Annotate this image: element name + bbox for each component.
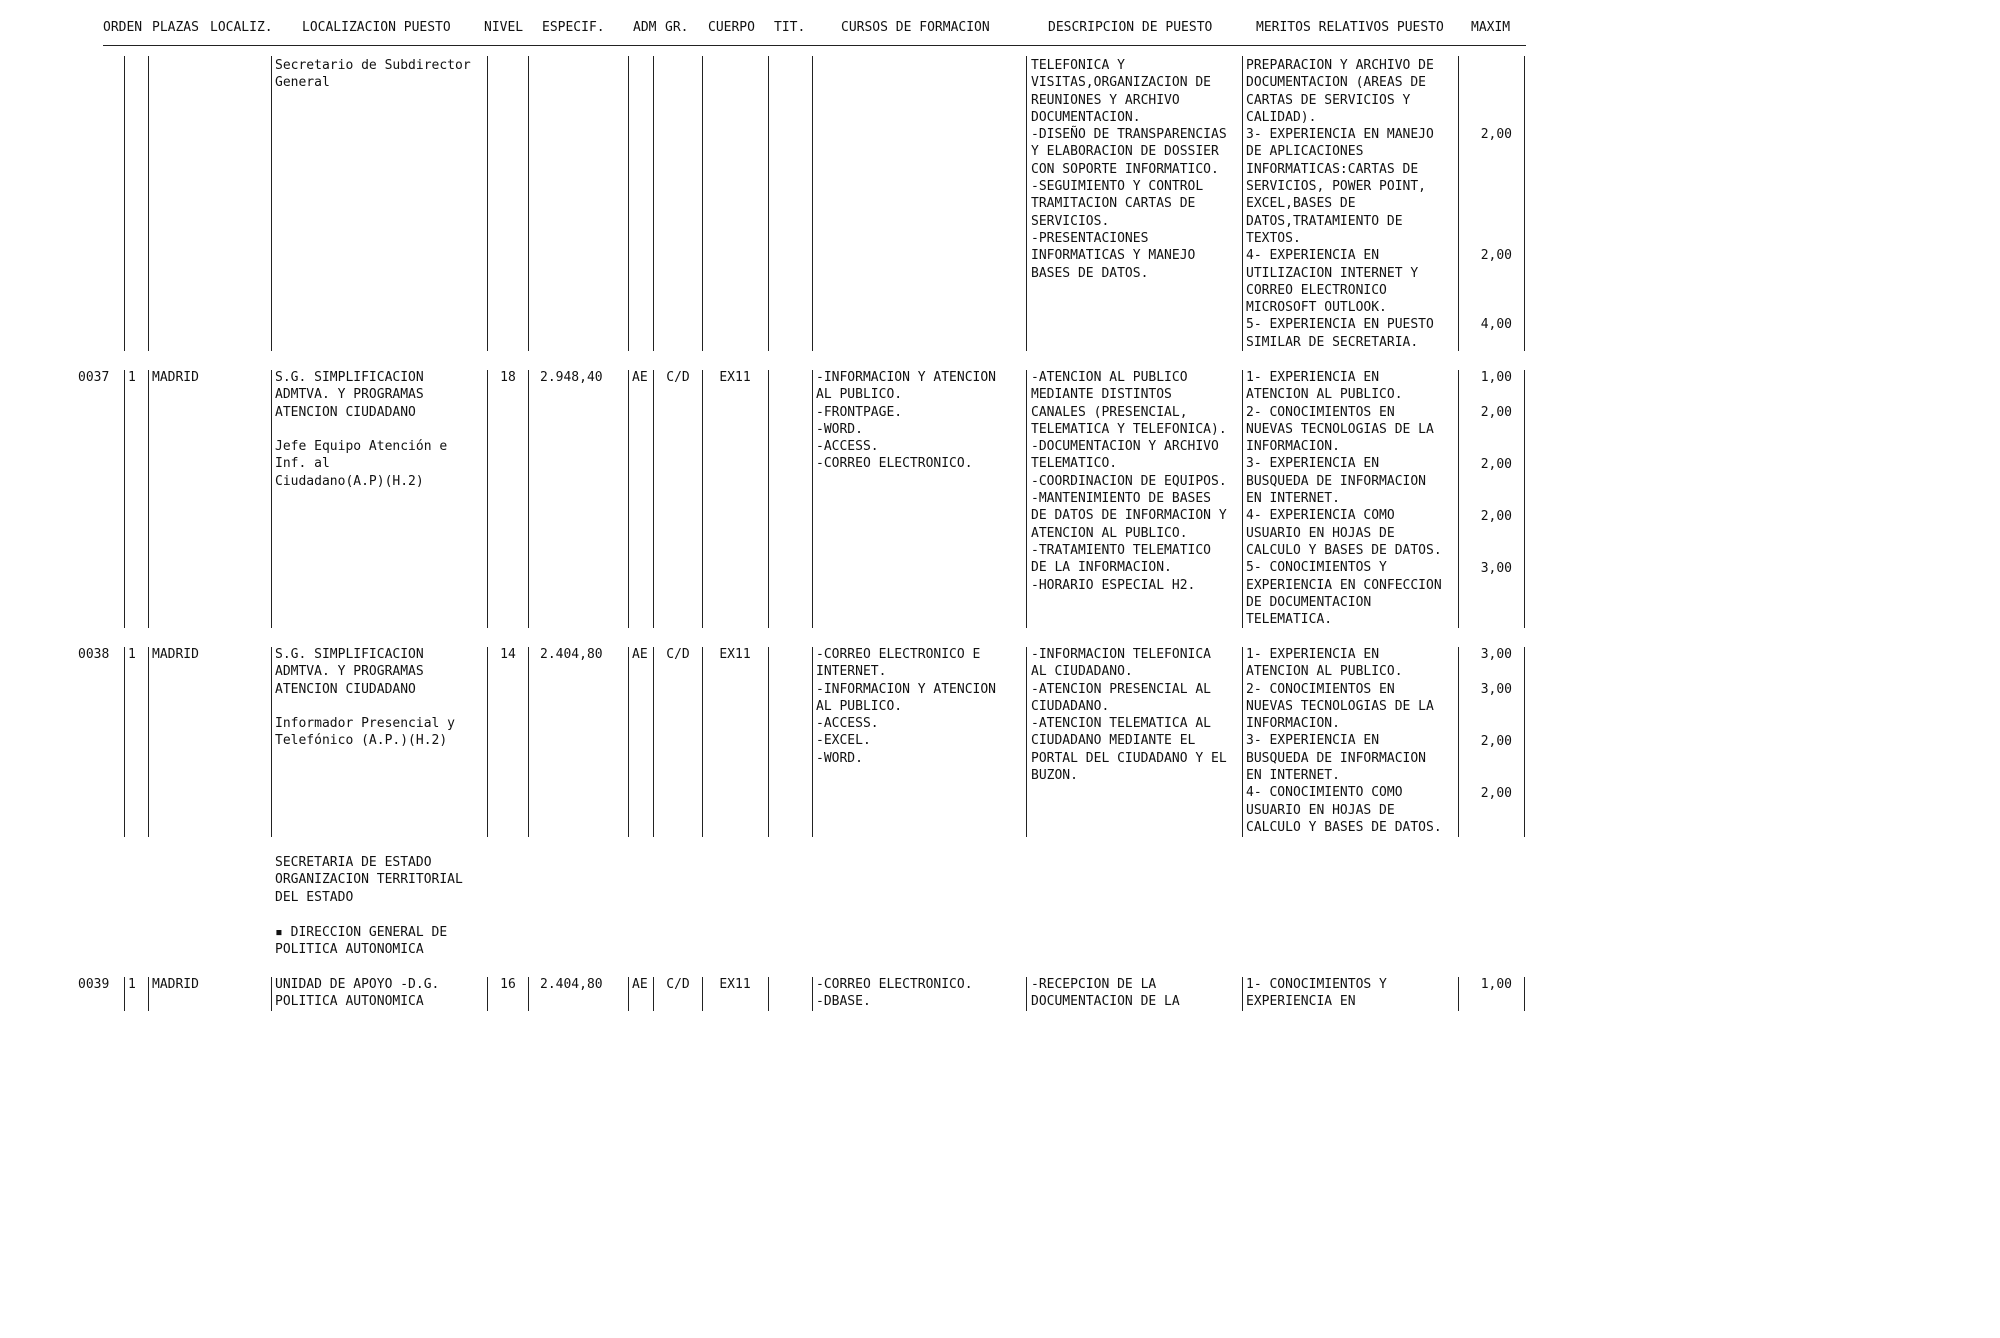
cell-puesto: S.G. SIMPLIFICACION ADMTVA. Y PROGRAMAS ATENCION CIUDADANO Jefe Equipo Atención e Inf. al Ciudadano(A.P)(H.2): [275, 370, 448, 489]
header-localiz: LOCALIZ.: [210, 20, 273, 35]
col-rule: [1242, 370, 1243, 628]
col-rule: [271, 56, 272, 351]
section-direccion: ▪ DIRECCION GENERAL DE POLITICA AUTONOMICA: [275, 925, 448, 958]
col-rule: [1242, 56, 1243, 351]
col-rule: [812, 56, 813, 351]
cell-adm: AE: [632, 370, 648, 385]
header-rule: [103, 45, 1526, 46]
col-rule: [628, 647, 629, 837]
cell-gr: C/D: [666, 977, 690, 992]
col-rule: [487, 56, 488, 351]
header-meritos: MERITOS RELATIVOS PUESTO: [1256, 20, 1444, 35]
cell-gr: C/D: [666, 370, 690, 385]
header-localizacion-puesto: LOCALIZACION PUESTO: [302, 20, 451, 35]
col-rule: [1458, 977, 1459, 1011]
col-rule: [702, 370, 703, 628]
col-rule: [124, 647, 125, 837]
col-rule: [124, 56, 125, 351]
col-rule: [148, 647, 149, 837]
header-cursos: CURSOS DE FORMACION: [841, 20, 990, 35]
col-rule: [768, 56, 769, 351]
col-rule: [653, 56, 654, 351]
col-rule: [124, 977, 125, 1011]
cell-cursos: -CORREO ELECTRONICO. -DBASE.: [816, 977, 973, 1010]
col-rule: [487, 977, 488, 1011]
cell-maxim: 1,00: [1480, 370, 1512, 385]
col-rule: [653, 370, 654, 628]
col-rule: [1026, 370, 1027, 628]
col-rule: [812, 370, 813, 628]
cell-descripcion: TELEFONICA Y VISITAS,ORGANIZACION DE REUNIONES Y ARCHIVO DOCUMENTACION. -DISEÑO DE TRANSPARENCIAS Y ELABORACION DE DOSSIER CON SOPORTE INFORMATICO. -SEGUIMIENTO Y CONTROL TRAMITACION CARTAS DE SERVICIOS. -PRESENTACIONES INFORMATICAS Y MANEJO BASES DE DATOS.: [1031, 58, 1227, 281]
cell-cuerpo: EX11: [719, 977, 751, 992]
cell-maxim: 2,00: [1480, 405, 1512, 420]
col-rule: [768, 647, 769, 837]
col-rule: [271, 647, 272, 837]
col-rule: [124, 370, 125, 628]
cell-puesto: S.G. SIMPLIFICACION ADMTVA. Y PROGRAMAS ATENCION CIUDADANO Informador Presencial y Telefónico (A.P.)(H.2): [275, 647, 456, 749]
col-rule: [812, 647, 813, 837]
header-adm: ADM: [633, 20, 657, 35]
col-rule: [271, 977, 272, 1011]
col-rule: [768, 370, 769, 628]
cell-especif: 2.948,40: [540, 370, 603, 385]
col-rule: [1026, 647, 1027, 837]
col-rule: [271, 370, 272, 628]
header-orden: ORDEN: [103, 20, 143, 35]
cell-orden: 0037: [78, 370, 110, 385]
cell-cursos: -CORREO ELECTRONICO E INTERNET. -INFORMACION Y ATENCION AL PUBLICO. -ACCESS. -EXCEL. -WORD.: [816, 647, 997, 766]
section-secretaria: SECRETARIA DE ESTADO ORGANIZACION TERRITORIAL DEL ESTADO: [275, 855, 463, 905]
col-rule: [1458, 647, 1459, 837]
cell-maxim: 1,00: [1480, 977, 1512, 992]
cell-plazas: 1: [128, 370, 136, 385]
col-rule: [148, 977, 149, 1011]
col-rule: [1458, 370, 1459, 628]
col-rule: [528, 56, 529, 351]
cell-adm: AE: [632, 977, 648, 992]
cell-localiz: MADRID: [152, 647, 199, 662]
header-tit: TIT.: [774, 20, 806, 35]
cell-puesto: Secretario de Subdirector General: [275, 58, 471, 91]
col-rule: [1242, 647, 1243, 837]
cell-especif: 2.404,80: [540, 647, 603, 662]
col-rule: [1026, 977, 1027, 1011]
cell-nivel: 18: [500, 370, 516, 385]
header-maxim: MAXIM: [1471, 20, 1511, 35]
col-rule: [1026, 56, 1027, 351]
col-rule: [628, 56, 629, 351]
col-rule: [1458, 56, 1459, 351]
col-rule: [148, 56, 149, 351]
cell-meritos: 1- EXPERIENCIA EN ATENCION AL PUBLICO. 2- CONOCIMIENTOS EN NUEVAS TECNOLOGIAS DE LA INFORMACION. 3- EXPERIENCIA EN BUSQUEDA DE INFORMACION EN INTERNET. 4- CONOCIMIENTO COMO USUARIO EN HOJAS DE CALCULO Y BASES DE DATOS.: [1246, 647, 1442, 835]
cell-localiz: MADRID: [152, 977, 199, 992]
cell-maxim: 2,00: [1480, 509, 1512, 524]
header-nivel: NIVEL: [484, 20, 524, 35]
cell-especif: 2.404,80: [540, 977, 603, 992]
cell-cuerpo: EX11: [719, 370, 751, 385]
cell-maxim: 2,00: [1480, 248, 1512, 263]
cell-nivel: 16: [500, 977, 516, 992]
col-rule: [628, 370, 629, 628]
col-rule: [528, 370, 529, 628]
header-especif: ESPECIF.: [542, 20, 605, 35]
col-rule: [702, 56, 703, 351]
col-rule: [1524, 977, 1525, 1011]
col-rule: [1524, 56, 1525, 351]
col-rule: [1524, 370, 1525, 628]
cell-localiz: MADRID: [152, 370, 199, 385]
col-rule: [148, 370, 149, 628]
col-rule: [812, 977, 813, 1011]
cell-meritos: PREPARACION Y ARCHIVO DE DOCUMENTACION (AREAS DE CARTAS DE SERVICIOS Y CALIDAD). 3- EXPERIENCIA EN MANEJO DE APLICACIONES INFORMATICAS:CARTAS DE SERVICIOS, POWER POINT, EXCEL,BASES DE DATOS,TRATAMIENTO DE TEXTOS. 4- EXPERIENCIA EN UTILIZACION INTERNET Y CORREO ELECTRONICO MICROSOFT OUTLOOK. 5- EXPERIENCIA EN PUESTO SIMILAR DE SECRETARIA.: [1246, 58, 1434, 350]
col-rule: [768, 977, 769, 1011]
cell-plazas: 1: [128, 977, 136, 992]
cell-maxim: 2,00: [1480, 786, 1512, 801]
cell-meritos: 1- CONOCIMIENTOS Y EXPERIENCIA EN: [1246, 977, 1387, 1010]
col-rule: [628, 977, 629, 1011]
cell-cuerpo: EX11: [719, 647, 751, 662]
col-rule: [702, 977, 703, 1011]
cell-maxim: 3,00: [1480, 647, 1512, 662]
col-rule: [528, 977, 529, 1011]
cell-adm: AE: [632, 647, 648, 662]
cell-maxim: 2,00: [1480, 127, 1512, 142]
cell-descripcion: -INFORMACION TELEFONICA AL CIUDADANO. -ATENCION PRESENCIAL AL CIUDADANO. -ATENCION TELEMATICA AL CIUDADANO MEDIANTE EL PORTAL DEL CIUDADANO Y EL BUZON.: [1031, 647, 1227, 784]
cell-cursos: -INFORMACION Y ATENCION AL PUBLICO. -FRONTPAGE. -WORD. -ACCESS. -CORREO ELECTRONICO.: [816, 370, 997, 472]
col-rule: [487, 370, 488, 628]
cell-descripcion: -RECEPCION DE LA DOCUMENTACION DE LA: [1031, 977, 1180, 1010]
cell-orden: 0039: [78, 977, 110, 992]
col-rule: [1524, 647, 1525, 837]
col-rule: [1242, 977, 1243, 1011]
col-rule: [653, 977, 654, 1011]
header-descripcion: DESCRIPCION DE PUESTO: [1048, 20, 1213, 35]
col-rule: [653, 647, 654, 837]
cell-gr: C/D: [666, 647, 690, 662]
cell-puesto: UNIDAD DE APOYO -D.G. POLITICA AUTONOMICA: [275, 977, 440, 1010]
col-rule: [528, 647, 529, 837]
cell-orden: 0038: [78, 647, 110, 662]
cell-maxim: 4,00: [1480, 317, 1512, 332]
cell-maxim: 3,00: [1480, 682, 1512, 697]
cell-meritos: 1- EXPERIENCIA EN ATENCION AL PUBLICO. 2- CONOCIMIENTOS EN NUEVAS TECNOLOGIAS DE LA INFORMACION. 3- EXPERIENCIA EN BUSQUEDA DE INFORMACION EN INTERNET. 4- EXPERIENCIA COMO USUARIO EN HOJAS DE CALCULO Y BASES DE DATOS. 5- CONOCIMIENTOS Y EXPERIENCIA EN CONFECCION DE DOCUMENTACION TELEMATICA.: [1246, 370, 1442, 628]
cell-nivel: 14: [500, 647, 516, 662]
col-rule: [702, 647, 703, 837]
cell-maxim: 3,00: [1480, 561, 1512, 576]
cell-descripcion: -ATENCION AL PUBLICO MEDIANTE DISTINTOS CANALES (PRESENCIAL, TELEMATICA Y TELEFONICA). -DOCUMENTACION Y ARCHIVO TELEMATICO. -COORDINACION DE EQUIPOS. -MANTENIMIENTO DE BASES DE DATOS DE INFORMACION Y ATENCION AL PUBLICO. -TRATAMIENTO TELEMATICO DE LA INFORMACION. -HORARIO ESPECIAL H2.: [1031, 370, 1227, 593]
header-gr: GR.: [665, 20, 689, 35]
cell-plazas: 1: [128, 647, 136, 662]
header-plazas: PLAZAS: [152, 20, 199, 35]
cell-maxim: 2,00: [1480, 457, 1512, 472]
cell-maxim: 2,00: [1480, 734, 1512, 749]
header-cuerpo: CUERPO: [708, 20, 755, 35]
col-rule: [487, 647, 488, 837]
